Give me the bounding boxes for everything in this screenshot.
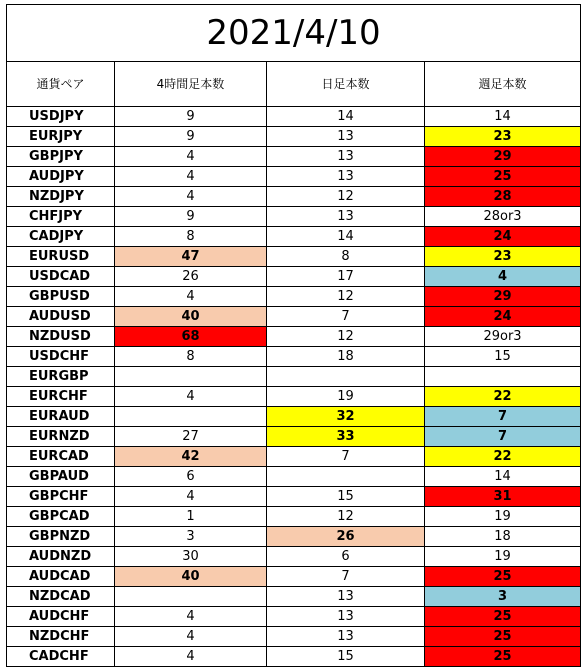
- pair-cell[interactable]: NZDUSD: [7, 327, 115, 347]
- weekly-count-cell[interactable]: 3: [425, 587, 581, 607]
- daily-count-cell[interactable]: 8: [267, 247, 425, 267]
- daily-count-cell[interactable]: 13: [267, 587, 425, 607]
- pair-cell[interactable]: CADJPY: [7, 227, 115, 247]
- h4-count-cell[interactable]: 68: [115, 327, 267, 347]
- weekly-count-cell[interactable]: 24: [425, 307, 581, 327]
- weekly-count-cell[interactable]: 14: [425, 467, 581, 487]
- pair-cell[interactable]: AUDCAD: [7, 567, 115, 587]
- header-4h: 4時間足本数: [115, 62, 267, 107]
- pair-cell[interactable]: NZDCAD: [7, 587, 115, 607]
- table-row: [7, 147, 581, 167]
- table-row: [7, 607, 581, 627]
- daily-count-cell[interactable]: 13: [267, 167, 425, 187]
- h4-count-cell[interactable]: 26: [115, 267, 267, 287]
- h4-count-cell[interactable]: 3: [115, 527, 267, 547]
- table-row: [7, 267, 581, 287]
- header-row: [7, 62, 581, 107]
- table-row: [7, 547, 581, 567]
- daily-count-cell[interactable]: 17: [267, 267, 425, 287]
- daily-count-cell[interactable]: 12: [267, 327, 425, 347]
- table-row: [7, 247, 581, 267]
- pair-cell[interactable]: NZDCHF: [7, 627, 115, 647]
- weekly-count-cell[interactable]: 23: [425, 127, 581, 147]
- daily-count-cell[interactable]: 18: [267, 347, 425, 367]
- pair-cell[interactable]: AUDUSD: [7, 307, 115, 327]
- weekly-count-cell[interactable]: 14: [425, 107, 581, 127]
- table-row: [7, 427, 581, 447]
- pair-cell[interactable]: AUDNZD: [7, 547, 115, 567]
- h4-count-cell[interactable]: 4: [115, 647, 267, 667]
- weekly-count-cell[interactable]: 22: [425, 447, 581, 467]
- pair-cell[interactable]: GBPNZD: [7, 527, 115, 547]
- weekly-count-cell[interactable]: 29: [425, 287, 581, 307]
- daily-count-cell[interactable]: 7: [267, 567, 425, 587]
- header-daily: 日足本数: [267, 62, 425, 107]
- pair-cell[interactable]: NZDJPY: [7, 187, 115, 207]
- pair-cell[interactable]: EURJPY: [7, 127, 115, 147]
- pair-cell[interactable]: EURCAD: [7, 447, 115, 467]
- h4-count-cell[interactable]: 4: [115, 487, 267, 507]
- weekly-count-cell[interactable]: 15: [425, 347, 581, 367]
- table-row: [7, 567, 581, 587]
- h4-count-cell[interactable]: 40: [115, 567, 267, 587]
- weekly-count-cell[interactable]: 22: [425, 387, 581, 407]
- daily-count-cell[interactable]: [267, 367, 425, 387]
- h4-count-cell[interactable]: 40: [115, 307, 267, 327]
- weekly-count-cell[interactable]: 29: [425, 147, 581, 167]
- table-row: [7, 307, 581, 327]
- h4-count-cell[interactable]: 4: [115, 167, 267, 187]
- table-row: [7, 207, 581, 227]
- table-row: [7, 287, 581, 307]
- h4-count-cell[interactable]: 9: [115, 207, 267, 227]
- weekly-count-cell[interactable]: 25: [425, 567, 581, 587]
- daily-count-cell[interactable]: 7: [267, 307, 425, 327]
- weekly-count-cell[interactable]: 25: [425, 627, 581, 647]
- h4-count-cell[interactable]: 8: [115, 227, 267, 247]
- pair-cell[interactable]: AUDCHF: [7, 607, 115, 627]
- h4-count-cell[interactable]: 1: [115, 507, 267, 527]
- table-row: [7, 587, 581, 607]
- daily-count-cell[interactable]: 13: [267, 127, 425, 147]
- weekly-count-cell[interactable]: 4: [425, 267, 581, 287]
- table-row: [7, 647, 581, 667]
- table-row: [7, 167, 581, 187]
- table-row: [7, 327, 581, 347]
- weekly-count-cell[interactable]: 28or3: [425, 207, 581, 227]
- table-body: [7, 107, 581, 667]
- daily-count-cell[interactable]: 13: [267, 607, 425, 627]
- table-row: [7, 527, 581, 547]
- table-row: [7, 227, 581, 247]
- weekly-count-cell[interactable]: 18: [425, 527, 581, 547]
- daily-count-cell[interactable]: 14: [267, 107, 425, 127]
- table-row: [7, 627, 581, 647]
- header-pair: 通貨ペア: [7, 62, 115, 107]
- h4-count-cell[interactable]: 4: [115, 627, 267, 647]
- pair-cell[interactable]: EURUSD: [7, 247, 115, 267]
- daily-count-cell[interactable]: 15: [267, 647, 425, 667]
- weekly-count-cell[interactable]: 25: [425, 647, 581, 667]
- pair-cell[interactable]: GBPCAD: [7, 507, 115, 527]
- daily-count-cell[interactable]: 32: [267, 407, 425, 427]
- table-row: [7, 507, 581, 527]
- daily-count-cell[interactable]: 6: [267, 547, 425, 567]
- weekly-count-cell[interactable]: 31: [425, 487, 581, 507]
- daily-count-cell[interactable]: 14: [267, 227, 425, 247]
- daily-count-cell[interactable]: 12: [267, 287, 425, 307]
- table-row: [7, 187, 581, 207]
- h4-count-cell[interactable]: 4: [115, 287, 267, 307]
- h4-count-cell[interactable]: 4: [115, 147, 267, 167]
- daily-count-cell[interactable]: 19: [267, 387, 425, 407]
- bar-count-table: [6, 4, 581, 667]
- pair-cell[interactable]: GBPCHF: [7, 487, 115, 507]
- h4-count-cell[interactable]: 47: [115, 247, 267, 267]
- header-weekly: 週足本数: [425, 62, 581, 107]
- daily-count-cell[interactable]: [267, 467, 425, 487]
- h4-count-cell[interactable]: 4: [115, 187, 267, 207]
- weekly-count-cell[interactable]: 29or3: [425, 327, 581, 347]
- pair-cell[interactable]: USDJPY: [7, 107, 115, 127]
- weekly-count-cell[interactable]: 7: [425, 407, 581, 427]
- pair-cell[interactable]: EURCHF: [7, 387, 115, 407]
- weekly-count-cell[interactable]: 25: [425, 607, 581, 627]
- pair-cell[interactable]: GBPUSD: [7, 287, 115, 307]
- h4-count-cell[interactable]: 9: [115, 127, 267, 147]
- h4-count-cell[interactable]: 4: [115, 387, 267, 407]
- table-row: [7, 407, 581, 427]
- table-row: [7, 487, 581, 507]
- h4-count-cell[interactable]: 30: [115, 547, 267, 567]
- pair-cell[interactable]: EURNZD: [7, 427, 115, 447]
- weekly-count-cell[interactable]: 19: [425, 547, 581, 567]
- h4-count-cell[interactable]: [115, 407, 267, 427]
- weekly-count-cell[interactable]: 25: [425, 167, 581, 187]
- table-row: [7, 447, 581, 467]
- daily-count-cell[interactable]: 13: [267, 147, 425, 167]
- pair-cell[interactable]: GBPJPY: [7, 147, 115, 167]
- daily-count-cell[interactable]: 15: [267, 487, 425, 507]
- spreadsheet: [6, 4, 580, 667]
- daily-count-cell[interactable]: 7: [267, 447, 425, 467]
- daily-count-cell[interactable]: 12: [267, 507, 425, 527]
- table-row: [7, 367, 581, 387]
- daily-count-cell[interactable]: 33: [267, 427, 425, 447]
- h4-count-cell[interactable]: [115, 587, 267, 607]
- h4-count-cell[interactable]: 6: [115, 467, 267, 487]
- pair-cell[interactable]: USDCHF: [7, 347, 115, 367]
- h4-count-cell[interactable]: 27: [115, 427, 267, 447]
- daily-count-cell[interactable]: 12: [267, 187, 425, 207]
- pair-cell[interactable]: AUDJPY: [7, 167, 115, 187]
- weekly-count-cell[interactable]: [425, 367, 581, 387]
- title-row: [7, 5, 581, 62]
- weekly-count-cell[interactable]: 28: [425, 187, 581, 207]
- pair-cell[interactable]: CADCHF: [7, 647, 115, 667]
- table-row: [7, 387, 581, 407]
- pair-cell[interactable]: USDCAD: [7, 267, 115, 287]
- weekly-count-cell[interactable]: 24: [425, 227, 581, 247]
- h4-count-cell[interactable]: 4: [115, 607, 267, 627]
- daily-count-cell[interactable]: 13: [267, 627, 425, 647]
- weekly-count-cell[interactable]: 23: [425, 247, 581, 267]
- h4-count-cell[interactable]: [115, 367, 267, 387]
- sheet-title: 2021/4/10: [7, 5, 581, 62]
- daily-count-cell[interactable]: 26: [267, 527, 425, 547]
- table-row: [7, 107, 581, 127]
- table-row: [7, 127, 581, 147]
- h4-count-cell[interactable]: 9: [115, 107, 267, 127]
- pair-cell[interactable]: EURGBP: [7, 367, 115, 387]
- daily-count-cell[interactable]: 13: [267, 207, 425, 227]
- pair-cell[interactable]: GBPAUD: [7, 467, 115, 487]
- h4-count-cell[interactable]: 42: [115, 447, 267, 467]
- pair-cell[interactable]: EURAUD: [7, 407, 115, 427]
- table-row: [7, 467, 581, 487]
- weekly-count-cell[interactable]: 7: [425, 427, 581, 447]
- table-row: [7, 347, 581, 367]
- h4-count-cell[interactable]: 8: [115, 347, 267, 367]
- weekly-count-cell[interactable]: 19: [425, 507, 581, 527]
- pair-cell[interactable]: CHFJPY: [7, 207, 115, 227]
